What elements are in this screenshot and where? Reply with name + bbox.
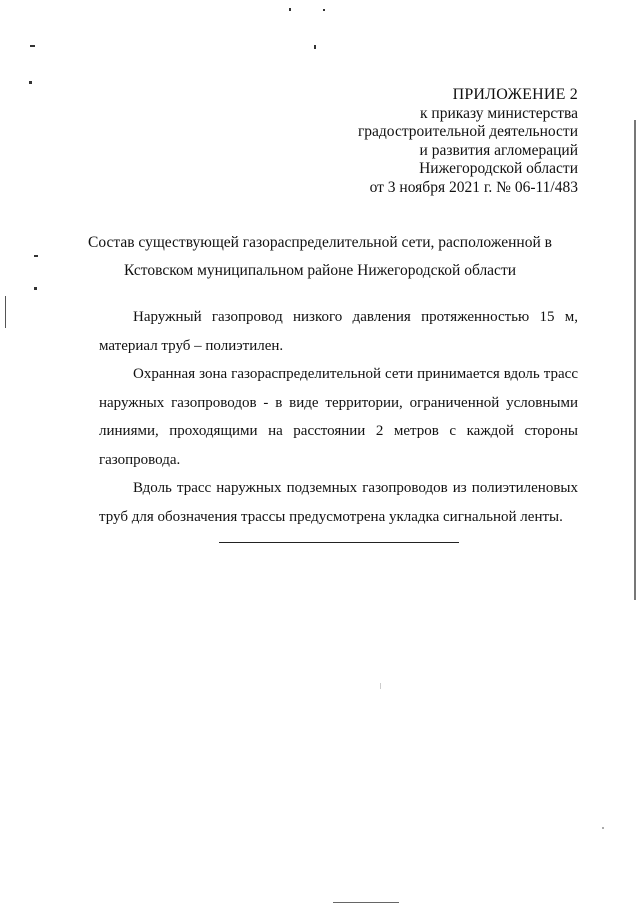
scan-speck xyxy=(602,827,604,829)
closing-rule xyxy=(219,542,459,543)
scan-speck xyxy=(34,255,38,257)
scan-speck xyxy=(289,8,291,11)
appendix-line: к приказу министерства xyxy=(420,104,578,122)
appendix-line: градостроительной деятельности xyxy=(357,123,578,140)
document-title-line: Кстовском муниципальном районе Нижегородской области xyxy=(123,262,517,279)
scan-speck xyxy=(34,287,37,290)
document-body xyxy=(99,303,578,531)
appendix-line: Нижегородской области xyxy=(419,160,578,177)
scan-speck xyxy=(30,45,35,47)
appendix-date-number: от 3 ноября 2021 г. № 06-11/483 xyxy=(369,178,578,196)
scan-right-edge xyxy=(634,120,636,600)
document-title-line: Состав существующей газораспределительной сети, расположенной в xyxy=(88,234,552,251)
scan-speck xyxy=(314,45,316,49)
appendix-header xyxy=(358,86,578,197)
scan-speck xyxy=(323,9,325,11)
scan-left-edge xyxy=(5,296,6,328)
scan-speck xyxy=(380,683,381,689)
scan-bottom-mark xyxy=(333,902,399,903)
appendix-title: ПРИЛОЖЕНИЕ 2 xyxy=(452,86,578,103)
paragraph: Вдоль трасс наружных подземных газопроводов из полиэтиленовых труб для обозначения трассы предусмотрена укладка сигнальной ленты. xyxy=(99,480,578,525)
appendix-line: и развития агломераций xyxy=(419,141,578,159)
document-title xyxy=(60,229,580,285)
paragraph: Охранная зона газораспределительной сети принимается вдоль трасс наружных газопроводов - в виде территории, ограниченной условными линиями, проходящими на расстоянии 2 метров с каждой стороны газопровода. xyxy=(99,366,578,468)
paragraph: Наружный газопровод низкого давления протяженностью 15 м, материал труб – полиэтилен. xyxy=(99,309,578,354)
scan-speck xyxy=(29,81,32,84)
